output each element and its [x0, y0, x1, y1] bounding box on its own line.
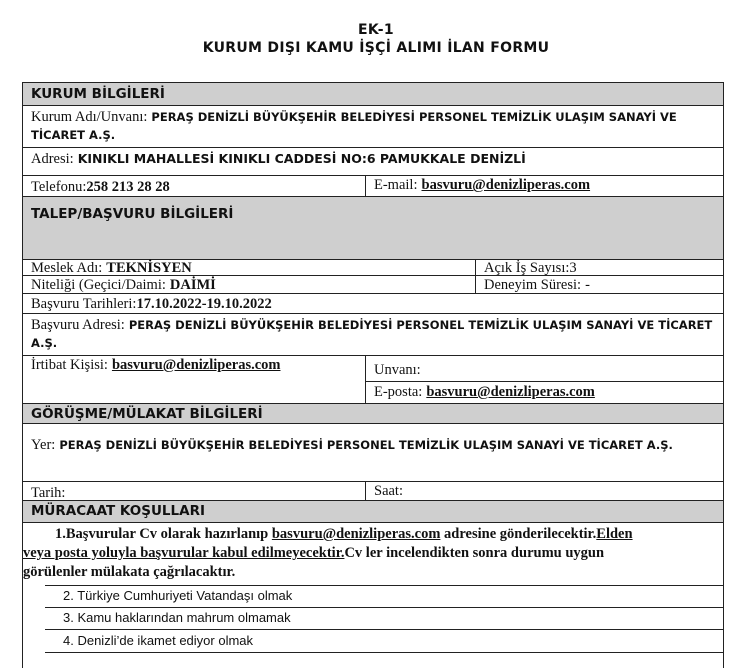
form-code: EK-1: [358, 22, 394, 38]
condition-1: [23, 523, 723, 585]
row-irtibat: [23, 356, 723, 382]
section-title: MÜRACAAT KOŞULLARI: [31, 503, 205, 519]
condition-1-text-2: adresine gönderilecektir.: [440, 526, 597, 542]
condition-1-email[interactable]: basvuru@denizliperas.com: [271, 526, 441, 542]
basvuru-adres-label: Başvuru Adresi:: [31, 317, 125, 333]
row-adres: [23, 148, 723, 176]
unvan-label: Unvanı:: [374, 362, 421, 378]
condition-3: [23, 607, 723, 629]
condition-4-text: 4. Denizli’de ikamet ediyor olmak: [63, 633, 254, 648]
saat-label: Saat:: [374, 483, 403, 499]
section-title: KURUM BİLGİLERİ: [31, 86, 165, 102]
section-talep-basvuru: [23, 197, 723, 260]
acik-is-label: Açık İş Sayısı:: [484, 260, 570, 276]
section-title: TALEP/BAŞVURU BİLGİLERİ: [31, 206, 234, 222]
application-form: [22, 82, 724, 668]
condition-1-line2-underlined: veya posta yoluyla başvurular kabul edilmeyecektir.: [23, 545, 345, 561]
telefon-value: 258 213 28 28: [86, 179, 170, 195]
telefon-label: Telefonu:: [31, 179, 87, 195]
acik-is-value: 3: [569, 260, 577, 276]
kurum-adi-label: Kurum Adı/Unvanı:: [31, 109, 148, 125]
adres-label: Adresi:: [31, 151, 74, 167]
basvuru-adres-value-cont: A.Ş.: [31, 336, 58, 350]
basvuru-adres-value: PERAŞ DENİZLİ BÜYÜKŞEHİR BELEDİYESİ PERSONEL TEMİZLİK ULAŞIM SANAYİ VE TİCARET: [128, 318, 713, 332]
condition-2-text: 2. Türkiye Cumhuriyeti Vatandaşı olmak: [63, 588, 293, 603]
telefon-cell: [23, 176, 365, 196]
kurum-adi-value-cont: TİCARET A.Ş.: [31, 128, 116, 142]
basvuru-tarih-label: Başvuru Tarihleri:: [31, 296, 137, 312]
row-eposta: [23, 382, 723, 404]
condition-2: [23, 585, 723, 607]
email-label: E-mail:: [374, 177, 418, 193]
meslek-value: TEKNİSYEN: [106, 260, 192, 276]
deneyim-label: Deneyim Süresi:: [484, 277, 582, 293]
condition-1-line2: Cv ler incelendikten sonra durumu uygun: [344, 545, 605, 561]
condition-1-text-3: Elden: [596, 526, 633, 542]
adres-value: KINIKLI MAHALLESİ KINIKLI CADDESİ NO:6 PAMUKKALE DENİZLİ: [77, 151, 526, 166]
row-meslek: [23, 260, 723, 276]
yer-value: PERAŞ DENİZLİ BÜYÜKŞEHİR BELEDİYESİ PERSONEL TEMİZLİK ULAŞIM SANAYİ VE TİCARET A.Ş.: [59, 438, 673, 452]
yer-label: Yer:: [31, 437, 56, 453]
eposta-value[interactable]: basvuru@denizliperas.com: [426, 384, 595, 400]
section-gorusme-mulakat: [23, 404, 723, 424]
row-basvuru-adresi: [23, 314, 723, 356]
nitelik-label: Niteliği (Geçici/Daimi:: [31, 277, 166, 293]
section-muracaat-kosullari: [23, 501, 723, 523]
form-title: KURUM DIŞI KAMU İŞÇİ ALIMI İLAN FORMU: [202, 40, 550, 56]
row-tarih-saat: [23, 482, 723, 501]
row-basvuru-tarihleri: [23, 294, 723, 314]
row-kurum-adi: [23, 106, 723, 148]
section-title: GÖRÜŞME/MÜLAKAT BİLGİLERİ: [31, 406, 263, 422]
row-telefon-email: [23, 176, 723, 197]
eposta-label: E-posta:: [374, 384, 423, 400]
tarih-label: Tarih:: [31, 485, 66, 501]
nitelik-value: DAİMİ: [169, 277, 216, 293]
email-cell: [365, 176, 723, 196]
meslek-label: Meslek Adı:: [31, 260, 103, 276]
kurum-adi-value: PERAŞ DENİZLİ BÜYÜKŞEHİR BELEDİYESİ PERSONEL TEMİZLİK ULAŞIM SANAYİ VE: [151, 110, 677, 124]
condition-4: [23, 629, 723, 651]
condition-1-line3: görülenler mülakata çağrılacaktır.: [23, 564, 236, 580]
row-nitelik: [23, 276, 723, 294]
email-value[interactable]: basvuru@denizliperas.com: [421, 177, 591, 193]
row-yer: [23, 424, 723, 482]
section-kurum-bilgileri: [23, 83, 723, 106]
deneyim-value: -: [585, 277, 590, 293]
condition-1-text: 1.Başvurular Cv olarak hazırlanıp: [55, 526, 272, 542]
basvuru-tarih-value: 17.10.2022-19.10.2022: [136, 296, 272, 312]
condition-3-text: 3. Kamu haklarından mahrum olmamak: [63, 610, 291, 625]
irtibat-label: İrtibat Kişisi:: [31, 357, 108, 373]
irtibat-value[interactable]: basvuru@denizliperas.com: [111, 357, 281, 373]
